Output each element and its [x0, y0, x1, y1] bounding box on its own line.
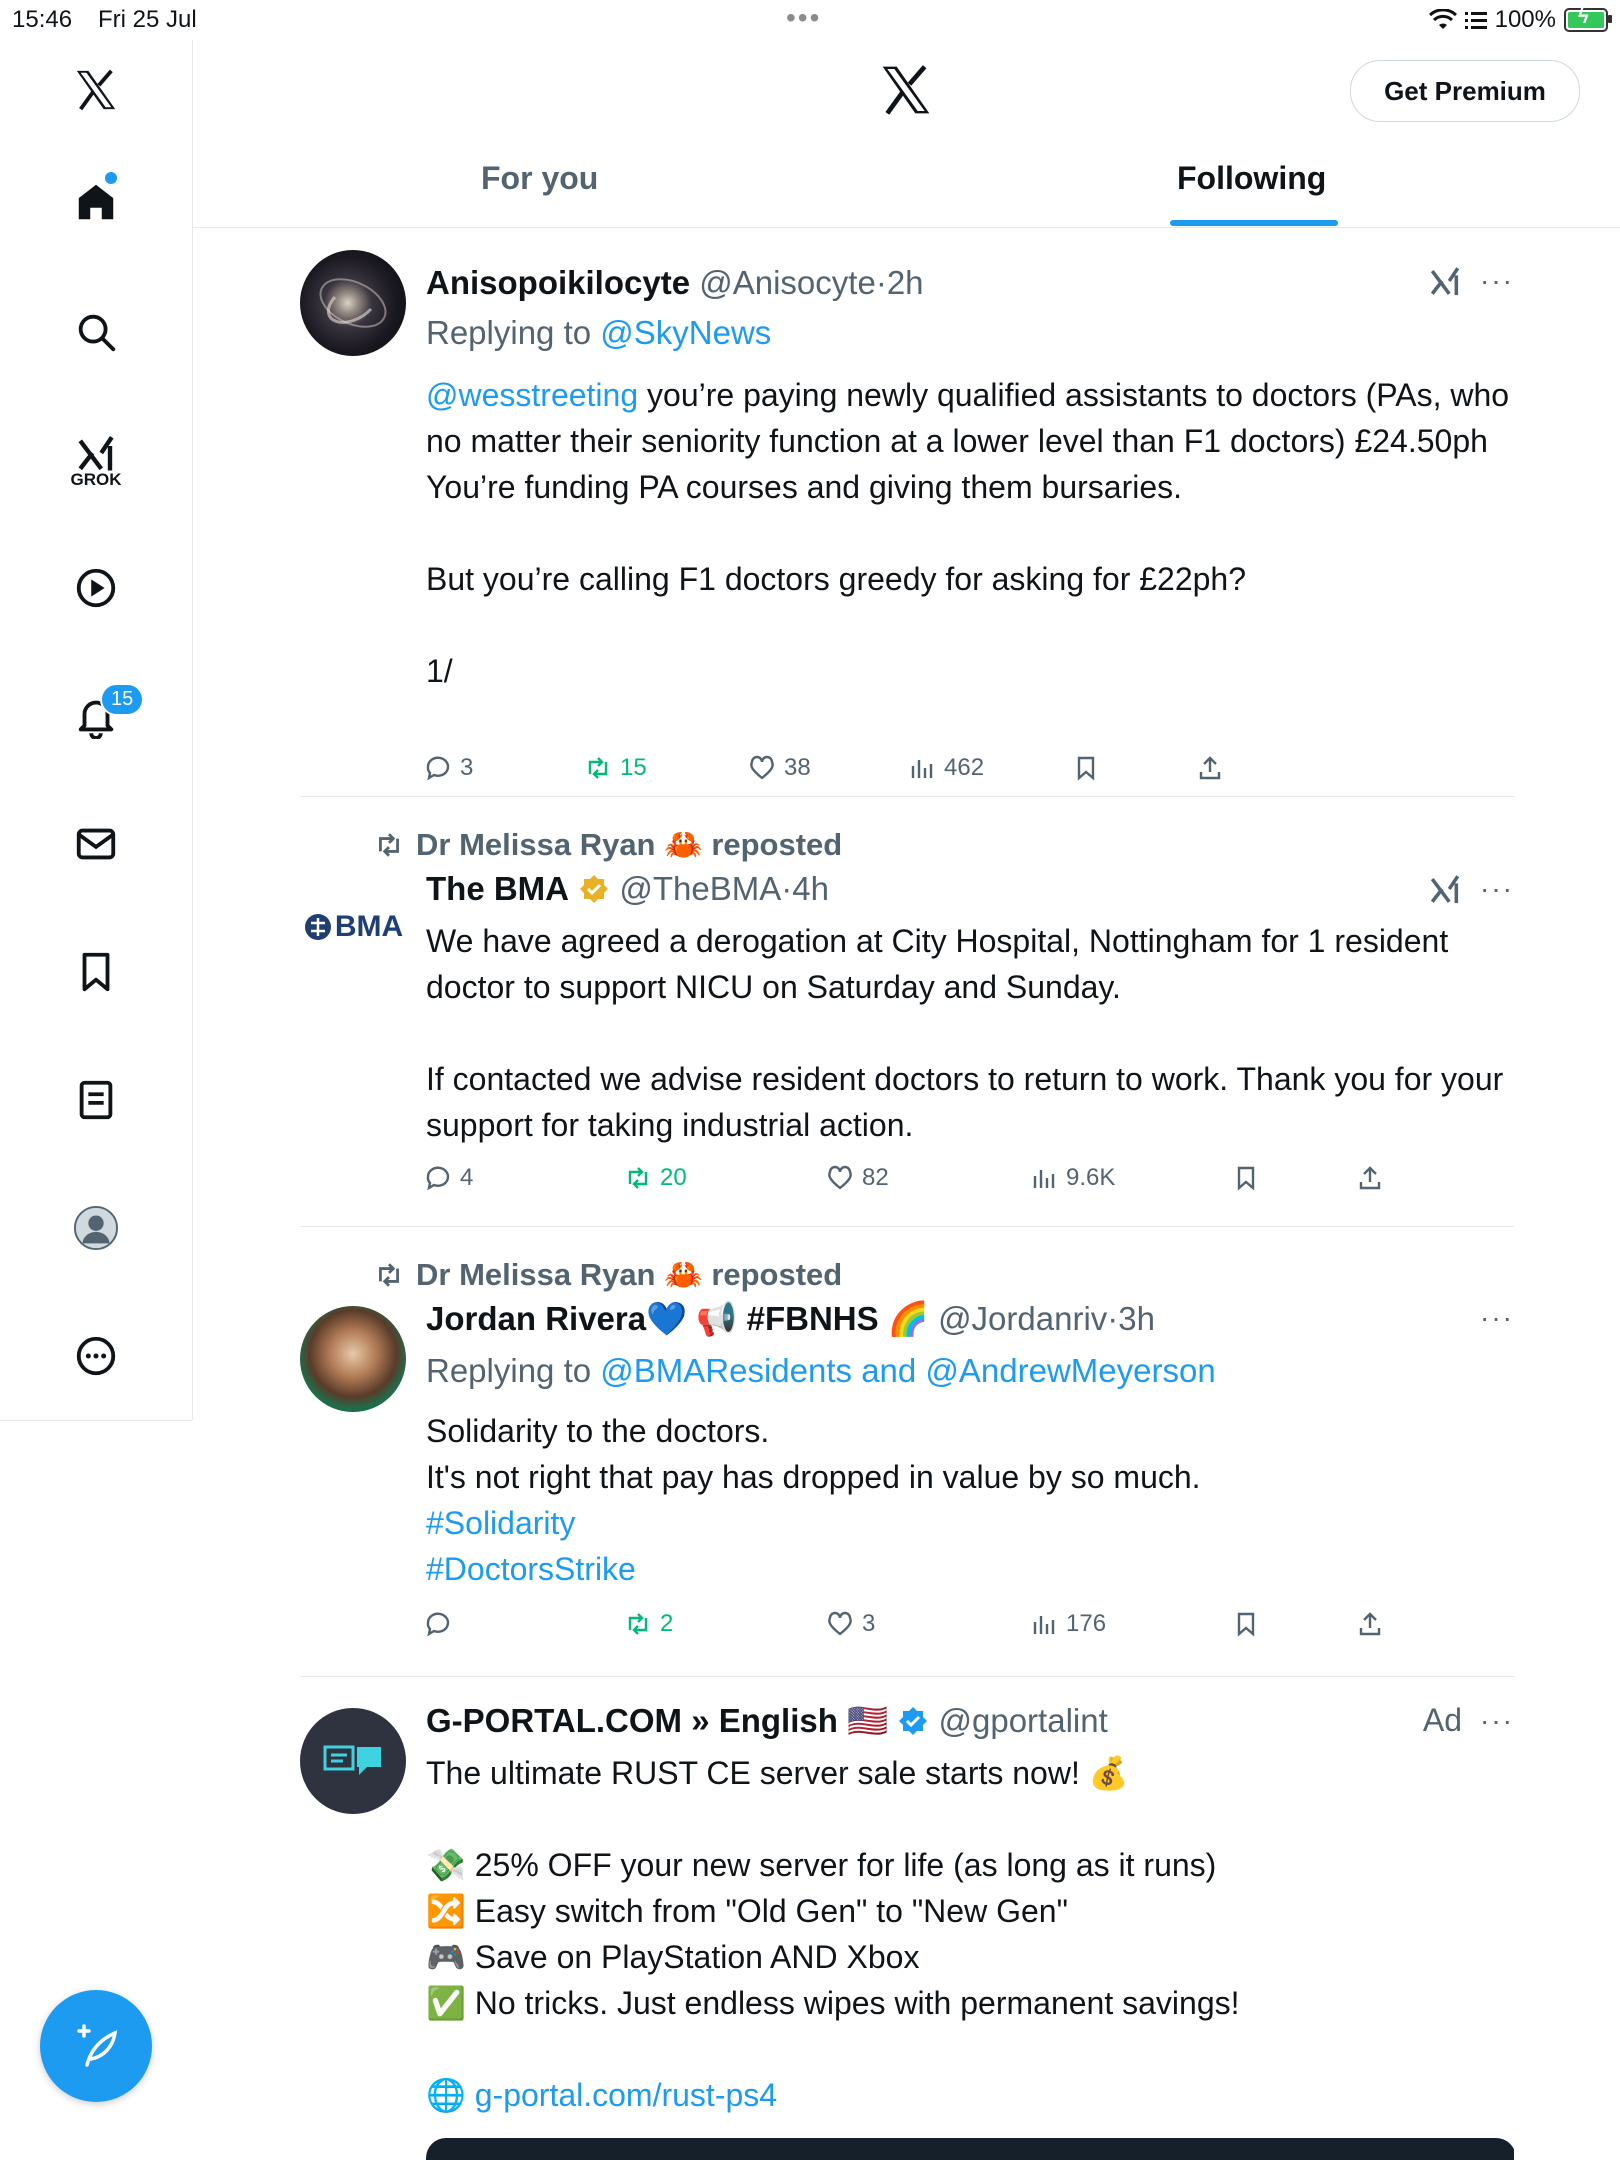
bookmark-icon [1232, 1164, 1260, 1192]
replying-to [426, 314, 771, 352]
profile-icon[interactable] [70, 1202, 122, 1254]
author-name[interactable]: Anisopoikilocyte [426, 264, 691, 301]
top-header [193, 40, 1620, 228]
more-options-icon[interactable] [70, 1330, 122, 1382]
x-logo-icon[interactable] [70, 64, 122, 116]
hashtag-link[interactable]: #Solidarity [426, 1505, 576, 1541]
avatar-text: BMA [334, 910, 404, 943]
bookmark-icon [1072, 754, 1100, 782]
repost-icon [374, 830, 404, 860]
grok-icon[interactable] [1428, 264, 1462, 298]
bookmark-button[interactable] [1232, 1610, 1260, 1638]
tweet-actions [424, 1610, 1424, 1650]
repost-icon [584, 754, 612, 782]
replying-to [426, 1352, 1216, 1390]
tab-following[interactable]: Following [1177, 160, 1327, 196]
reply-count: 3 [460, 754, 474, 781]
like-count: 3 [862, 1610, 876, 1637]
like-button[interactable] [826, 1164, 889, 1192]
verified-blue-badge-icon [897, 1705, 929, 1737]
avatar[interactable] [300, 874, 406, 980]
repost-context [374, 1256, 842, 1293]
wifi-icon [1429, 9, 1457, 31]
avatar[interactable] [300, 1708, 406, 1814]
repost-count: 20 [660, 1164, 687, 1191]
mention-link[interactable]: @wesstreeting [426, 377, 639, 413]
ad-label: Ad [1422, 1702, 1463, 1738]
avatar[interactable] [300, 1306, 406, 1412]
tweet-top-actions [1428, 264, 1514, 298]
tweet-top-actions [1423, 1702, 1514, 1739]
grok-icon[interactable] [1428, 872, 1462, 906]
author-handle[interactable]: @gportalint [938, 1702, 1108, 1739]
sidebar-divider [0, 1420, 192, 1421]
views-button[interactable] [908, 754, 984, 782]
reposted-by[interactable]: Dr Melissa Ryan 🦀 reposted [416, 1257, 843, 1292]
bookmark-button[interactable] [1232, 1164, 1260, 1192]
video-icon[interactable] [70, 562, 122, 614]
gportal-logo-icon [323, 1741, 383, 1781]
share-icon [1196, 754, 1224, 782]
compose-feather-icon [71, 2021, 121, 2071]
ad-tweet-item[interactable] [300, 1698, 1514, 2160]
author-name[interactable]: G-PORTAL.COM » English 🇺🇸 [426, 1702, 889, 1739]
bookmark-button[interactable] [1072, 754, 1100, 782]
tweet-divider [300, 796, 1514, 797]
ad-link [426, 2072, 1514, 2118]
reply-icon [424, 1164, 452, 1192]
tweet-divider [300, 1676, 1514, 1677]
status-right [1429, 6, 1608, 34]
hashtag-link[interactable]: #DoctorsStrike [426, 1551, 636, 1587]
tweet-body: We have agreed a derogation at City Hospital, Nottingham for 1 resident doctor to support NICU on Saturday and Sunday. If contacted we advise resident doctors to return to work. Thank you for your support for taking industrial action. [426, 923, 1504, 1143]
repost-button[interactable] [584, 754, 647, 782]
tweet-actions [424, 1164, 1424, 1204]
more-options-icon[interactable]: ··· [1480, 1302, 1514, 1333]
repost-icon [624, 1610, 652, 1638]
dot-separator: · [875, 264, 887, 301]
tweet-divider [300, 1226, 1514, 1227]
share-icon [1356, 1164, 1384, 1192]
tweet-body: you’re paying newly qualified assistants to doctors (PAs, who no matter their seniority function at a lower level than F1 doctors) £24.50ph You’re funding PA courses and giving them bursaries. But you’re calling F1 doctors greedy for asking for £22ph? 1/ [426, 377, 1510, 689]
views-button[interactable] [1030, 1610, 1106, 1638]
tweet-item[interactable] [300, 250, 1514, 790]
search-icon[interactable] [70, 306, 122, 358]
reply-mention-link[interactable]: @SkyNews [600, 314, 772, 351]
tweet-time[interactable]: 4h [792, 870, 829, 907]
status-time: 15:46 [12, 6, 73, 33]
messages-icon[interactable] [70, 818, 122, 870]
avatar[interactable] [300, 250, 406, 356]
compose-post-button[interactable] [40, 1990, 152, 2102]
author-name[interactable]: Jordan Rivera💙 📢 #FBNHS 🌈 [426, 1300, 929, 1337]
verified-gold-badge-icon [578, 873, 610, 905]
reposted-by[interactable]: Dr Melissa Ryan 🦀 reposted [416, 827, 843, 862]
tweet-header [426, 1300, 1155, 1339]
repost-icon [374, 1260, 404, 1290]
replying-prefix: Replying to [426, 314, 601, 351]
repost-button[interactable] [624, 1610, 673, 1638]
grok-icon[interactable] [70, 426, 122, 496]
tab-for-you[interactable]: For you [481, 160, 599, 196]
reply-count: 4 [460, 1164, 474, 1191]
tweet-body: Solidarity to the doctors. It's not right that pay has dropped in value by so much. [426, 1413, 1201, 1495]
tweet-item[interactable] [300, 818, 1514, 1218]
notifications-badge: 15 [100, 683, 144, 716]
repost-count: 2 [660, 1610, 674, 1637]
bookmark-icon [1232, 1610, 1260, 1638]
repost-count: 15 [620, 754, 647, 781]
heart-icon [826, 1610, 854, 1638]
reply-button[interactable] [424, 1610, 460, 1638]
like-button[interactable] [748, 754, 811, 782]
bma-logo-icon [303, 912, 333, 942]
tweet-item[interactable] [300, 1248, 1514, 1668]
views-icon [1030, 1610, 1058, 1638]
status-bar [0, 0, 1620, 40]
view-count: 462 [944, 754, 985, 781]
author-handle[interactable]: @TheBMA [619, 870, 782, 907]
tweet-header [426, 1702, 1108, 1741]
like-count: 38 [784, 754, 811, 781]
battery-percent: 100% [1494, 6, 1556, 33]
battery-icon: ϟ [1564, 8, 1608, 32]
author-name[interactable]: The BMA [426, 870, 569, 907]
heart-icon [826, 1164, 854, 1192]
tweet-top-actions [1480, 1302, 1514, 1334]
x-logo-icon[interactable] [878, 62, 934, 123]
like-count: 82 [862, 1164, 889, 1191]
dot-separator: · [781, 870, 793, 907]
tweet-top-actions [1428, 872, 1514, 906]
home-unread-dot [105, 172, 117, 184]
dot-separator: · [1107, 1300, 1119, 1337]
home-icon[interactable] [70, 176, 122, 228]
tweet-header [426, 264, 924, 302]
tweet-actions [424, 754, 1424, 794]
ad-media-card[interactable] [426, 2138, 1514, 2160]
share-button[interactable] [1356, 1164, 1384, 1192]
lists-icon[interactable] [70, 1074, 122, 1126]
views-icon [908, 754, 936, 782]
reply-icon [424, 754, 452, 782]
tweet-text [426, 1408, 1516, 1592]
active-tab-indicator [1170, 220, 1338, 226]
reply-button[interactable] [424, 1164, 473, 1192]
bookmarks-icon[interactable] [70, 946, 122, 998]
share-icon [1356, 1610, 1384, 1638]
views-button[interactable] [1030, 1164, 1115, 1192]
get-premium-button[interactable]: Get Premium [1350, 60, 1580, 122]
repost-icon [624, 1164, 652, 1192]
tweet-header [426, 870, 829, 908]
more-options-icon[interactable]: ··· [1480, 265, 1514, 296]
tweet-body: The ultimate RUST CE server sale starts now! 💰 💸 25% OFF your new server for life (as long as it runs) 🔀 Easy switch from "Old Gen" to "New Gen" 🎮 Save on PlayStation AND Xbox ✅ No tricks. Just endless wipes with permanent savings! [426, 1755, 1240, 2021]
list-icon [1465, 10, 1487, 30]
status-date: Fri 25 Jul [98, 6, 197, 33]
view-count: 9.6K [1066, 1164, 1116, 1191]
tweet-text [426, 372, 1516, 694]
more-options-icon[interactable]: ··· [1480, 873, 1514, 904]
grok-label: GROK [70, 470, 122, 489]
reply-button[interactable] [424, 754, 473, 782]
views-icon [1030, 1164, 1058, 1192]
like-button[interactable] [826, 1610, 875, 1638]
tweet-time[interactable]: 2h [886, 264, 924, 301]
heart-icon [748, 754, 776, 782]
reply-icon [424, 1610, 452, 1638]
replying-prefix: Replying to [426, 1352, 601, 1389]
repost-button[interactable] [624, 1164, 687, 1192]
reply-mention-link[interactable]: @BMAResidents and @AndrewMeyerson [600, 1352, 1216, 1389]
share-button[interactable] [1196, 754, 1224, 782]
multitasking-dots-icon[interactable]: ••• [786, 2, 822, 33]
more-options-icon[interactable]: ··· [1480, 1704, 1514, 1736]
view-count: 176 [1066, 1610, 1107, 1637]
author-handle[interactable]: @Jordanriv [938, 1300, 1108, 1337]
tweet-time[interactable]: 3h [1118, 1300, 1156, 1337]
external-link[interactable]: 🌐 g-portal.com/rust-ps4 [426, 2077, 778, 2113]
repost-context [374, 826, 842, 863]
share-button[interactable] [1356, 1610, 1384, 1638]
author-handle[interactable]: @Anisocyte [699, 264, 876, 301]
